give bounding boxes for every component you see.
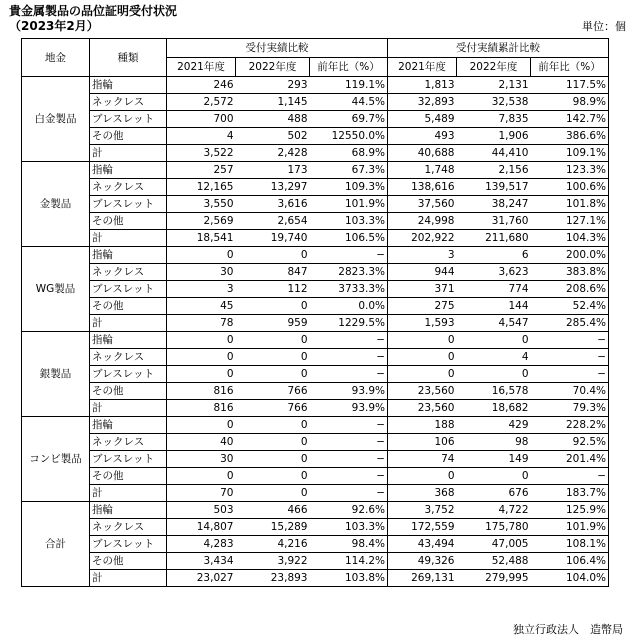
- material-group-label: WG製品: [22, 247, 90, 332]
- type-cell: 指輪: [90, 332, 167, 349]
- value-cell-m2021: 0: [167, 366, 236, 383]
- value-cell-m2022: 23,893: [236, 570, 310, 587]
- type-cell: その他: [90, 553, 167, 570]
- value-cell-cratio: 142.7%: [531, 111, 609, 128]
- type-cell: その他: [90, 468, 167, 485]
- table-row: [22, 77, 609, 94]
- header-type: 種類: [90, 39, 167, 77]
- value-cell-c2022: 211,680: [457, 230, 531, 247]
- table-row: [22, 162, 609, 179]
- type-cell: 指輪: [90, 77, 167, 94]
- value-cell-c2022: 774: [457, 281, 531, 298]
- value-cell-mratio: −: [310, 451, 388, 468]
- value-cell-m2022: 959: [236, 315, 310, 332]
- value-cell-mratio: 67.3%: [310, 162, 388, 179]
- value-cell-c2022: 2,156: [457, 162, 531, 179]
- value-cell-c2021: 1,593: [388, 315, 457, 332]
- table-row: [22, 434, 609, 451]
- header-material: 地金: [22, 39, 90, 77]
- type-cell: その他: [90, 383, 167, 400]
- value-cell-mratio: 3733.3%: [310, 281, 388, 298]
- value-cell-c2021: 49,326: [388, 553, 457, 570]
- value-cell-c2022: 429: [457, 417, 531, 434]
- value-cell-c2022: 4,722: [457, 502, 531, 519]
- value-cell-c2022: 44,410: [457, 145, 531, 162]
- value-cell-m2022: 15,289: [236, 519, 310, 536]
- value-cell-c2022: 149: [457, 451, 531, 468]
- table-row: [22, 128, 609, 145]
- value-cell-c2022: 0: [457, 332, 531, 349]
- value-cell-m2021: 30: [167, 451, 236, 468]
- value-cell-m2021: 2,572: [167, 94, 236, 111]
- value-cell-m2021: 45: [167, 298, 236, 315]
- type-cell: その他: [90, 298, 167, 315]
- value-cell-c2022: 2,131: [457, 77, 531, 94]
- value-cell-mratio: 1229.5%: [310, 315, 388, 332]
- value-cell-m2021: 23,027: [167, 570, 236, 587]
- report-table-body: [22, 39, 609, 587]
- table-row: [22, 519, 609, 536]
- table-row: [22, 315, 609, 332]
- type-cell: 計: [90, 315, 167, 332]
- type-cell: 指輪: [90, 417, 167, 434]
- value-cell-c2021: 368: [388, 485, 457, 502]
- value-cell-c2021: 493: [388, 128, 457, 145]
- value-cell-m2021: 816: [167, 400, 236, 417]
- value-cell-cratio: 125.9%: [531, 502, 609, 519]
- table-row: [22, 570, 609, 587]
- value-cell-m2022: 2,654: [236, 213, 310, 230]
- table-row: [22, 349, 609, 366]
- value-cell-cratio: 117.5%: [531, 77, 609, 94]
- value-cell-m2021: 0: [167, 349, 236, 366]
- value-cell-m2022: 766: [236, 400, 310, 417]
- value-cell-c2021: 1,813: [388, 77, 457, 94]
- table-row: [22, 145, 609, 162]
- header-cumulative-ratio: 前年比（%）: [531, 58, 609, 77]
- value-cell-m2021: 246: [167, 77, 236, 94]
- type-cell: その他: [90, 128, 167, 145]
- value-cell-m2022: 3,616: [236, 196, 310, 213]
- value-cell-c2021: 269,131: [388, 570, 457, 587]
- type-cell: ブレスレット: [90, 451, 167, 468]
- value-cell-cratio: 183.7%: [531, 485, 609, 502]
- table-row: [22, 213, 609, 230]
- value-cell-m2021: 3,434: [167, 553, 236, 570]
- value-cell-m2022: 3,922: [236, 553, 310, 570]
- header-cumulative-2021: 2021年度: [388, 58, 457, 77]
- value-cell-cratio: 108.1%: [531, 536, 609, 553]
- value-cell-m2022: 766: [236, 383, 310, 400]
- value-cell-c2022: 6: [457, 247, 531, 264]
- type-cell: 計: [90, 230, 167, 247]
- value-cell-m2021: 2,569: [167, 213, 236, 230]
- value-cell-cratio: 200.0%: [531, 247, 609, 264]
- type-cell: ネックレス: [90, 519, 167, 536]
- value-cell-mratio: −: [310, 417, 388, 434]
- value-cell-c2022: 279,995: [457, 570, 531, 587]
- value-cell-mratio: 98.4%: [310, 536, 388, 553]
- value-cell-m2021: 3,522: [167, 145, 236, 162]
- value-cell-m2021: 0: [167, 247, 236, 264]
- value-cell-c2022: 676: [457, 485, 531, 502]
- value-cell-c2021: 43,494: [388, 536, 457, 553]
- value-cell-m2021: 0: [167, 332, 236, 349]
- value-cell-c2022: 1,906: [457, 128, 531, 145]
- type-cell: 指輪: [90, 502, 167, 519]
- value-cell-c2022: 18,682: [457, 400, 531, 417]
- value-cell-cratio: 285.4%: [531, 315, 609, 332]
- value-cell-cratio: 70.4%: [531, 383, 609, 400]
- value-cell-c2021: 3: [388, 247, 457, 264]
- type-cell: 計: [90, 485, 167, 502]
- value-cell-c2022: 16,578: [457, 383, 531, 400]
- value-cell-cratio: −: [531, 349, 609, 366]
- value-cell-m2021: 12,165: [167, 179, 236, 196]
- value-cell-m2022: 13,297: [236, 179, 310, 196]
- value-cell-c2021: 5,489: [388, 111, 457, 128]
- type-cell: 指輪: [90, 162, 167, 179]
- value-cell-cratio: 100.6%: [531, 179, 609, 196]
- value-cell-c2022: 139,517: [457, 179, 531, 196]
- type-cell: その他: [90, 213, 167, 230]
- value-cell-m2022: 466: [236, 502, 310, 519]
- value-cell-m2022: 0: [236, 468, 310, 485]
- value-cell-cratio: −: [531, 468, 609, 485]
- table-row: [22, 383, 609, 400]
- value-cell-mratio: 109.3%: [310, 179, 388, 196]
- value-cell-mratio: 44.5%: [310, 94, 388, 111]
- value-cell-c2021: 106: [388, 434, 457, 451]
- value-cell-cratio: 123.3%: [531, 162, 609, 179]
- value-cell-cratio: −: [531, 332, 609, 349]
- value-cell-m2021: 4,283: [167, 536, 236, 553]
- value-cell-m2022: 0: [236, 366, 310, 383]
- value-cell-m2022: 847: [236, 264, 310, 281]
- value-cell-cratio: 386.6%: [531, 128, 609, 145]
- value-cell-c2022: 3,623: [457, 264, 531, 281]
- value-cell-cratio: 101.9%: [531, 519, 609, 536]
- value-cell-mratio: −: [310, 468, 388, 485]
- value-cell-c2021: 944: [388, 264, 457, 281]
- table-row: [22, 485, 609, 502]
- value-cell-mratio: 93.9%: [310, 400, 388, 417]
- value-cell-cratio: 127.1%: [531, 213, 609, 230]
- table-row: [22, 230, 609, 247]
- header-monthly-2022: 2022年度: [236, 58, 310, 77]
- value-cell-c2022: 144: [457, 298, 531, 315]
- value-cell-m2022: 0: [236, 417, 310, 434]
- value-cell-c2022: 0: [457, 468, 531, 485]
- value-cell-cratio: 208.6%: [531, 281, 609, 298]
- value-cell-m2021: 14,807: [167, 519, 236, 536]
- value-cell-cratio: −: [531, 366, 609, 383]
- type-cell: ネックレス: [90, 264, 167, 281]
- value-cell-cratio: 101.8%: [531, 196, 609, 213]
- value-cell-mratio: 119.1%: [310, 77, 388, 94]
- value-cell-mratio: 103.8%: [310, 570, 388, 587]
- value-cell-c2021: 23,560: [388, 383, 457, 400]
- table-row: [22, 468, 609, 485]
- table-row: [22, 451, 609, 468]
- value-cell-c2021: 3,752: [388, 502, 457, 519]
- value-cell-m2021: 3,550: [167, 196, 236, 213]
- table-row: [22, 298, 609, 315]
- value-cell-mratio: 12550.0%: [310, 128, 388, 145]
- header-row-1: [22, 39, 609, 58]
- value-cell-c2021: 172,559: [388, 519, 457, 536]
- value-cell-m2022: 0: [236, 485, 310, 502]
- value-cell-m2021: 40: [167, 434, 236, 451]
- material-group-label: 金製品: [22, 162, 90, 247]
- value-cell-c2022: 32,538: [457, 94, 531, 111]
- value-cell-c2021: 1,748: [388, 162, 457, 179]
- value-cell-mratio: −: [310, 349, 388, 366]
- type-cell: ブレスレット: [90, 111, 167, 128]
- value-cell-cratio: 228.2%: [531, 417, 609, 434]
- value-cell-c2021: 188: [388, 417, 457, 434]
- value-cell-m2021: 0: [167, 468, 236, 485]
- table-row: [22, 536, 609, 553]
- header-monthly-ratio: 前年比（%）: [310, 58, 388, 77]
- table-row: [22, 417, 609, 434]
- table-row: [22, 366, 609, 383]
- value-cell-m2022: 0: [236, 434, 310, 451]
- value-cell-mratio: 101.9%: [310, 196, 388, 213]
- value-cell-cratio: 201.4%: [531, 451, 609, 468]
- value-cell-c2021: 32,893: [388, 94, 457, 111]
- type-cell: ブレスレット: [90, 536, 167, 553]
- value-cell-c2021: 0: [388, 349, 457, 366]
- value-cell-m2021: 18,541: [167, 230, 236, 247]
- value-cell-mratio: 114.2%: [310, 553, 388, 570]
- value-cell-c2021: 138,616: [388, 179, 457, 196]
- value-cell-m2022: 1,145: [236, 94, 310, 111]
- value-cell-m2021: 78: [167, 315, 236, 332]
- value-cell-mratio: 69.7%: [310, 111, 388, 128]
- value-cell-m2022: 0: [236, 349, 310, 366]
- value-cell-mratio: −: [310, 366, 388, 383]
- publisher-footer: 独立行政法人 造幣局: [513, 623, 623, 636]
- value-cell-cratio: 92.5%: [531, 434, 609, 451]
- value-cell-mratio: −: [310, 485, 388, 502]
- type-cell: 計: [90, 570, 167, 587]
- value-cell-m2022: 2,428: [236, 145, 310, 162]
- value-cell-m2021: 0: [167, 417, 236, 434]
- value-cell-m2021: 70: [167, 485, 236, 502]
- value-cell-m2022: 4,216: [236, 536, 310, 553]
- type-cell: ネックレス: [90, 349, 167, 366]
- table-row: [22, 247, 609, 264]
- table-row: [22, 94, 609, 111]
- header-monthly-2021: 2021年度: [167, 58, 236, 77]
- value-cell-m2022: 173: [236, 162, 310, 179]
- value-cell-mratio: 92.6%: [310, 502, 388, 519]
- table-row: [22, 553, 609, 570]
- table-row: [22, 264, 609, 281]
- value-cell-cratio: 383.8%: [531, 264, 609, 281]
- material-group-label: 合計: [22, 502, 90, 587]
- table-row: [22, 502, 609, 519]
- table-row: [22, 196, 609, 213]
- type-cell: ブレスレット: [90, 366, 167, 383]
- value-cell-c2022: 175,780: [457, 519, 531, 536]
- value-cell-mratio: −: [310, 247, 388, 264]
- value-cell-m2022: 112: [236, 281, 310, 298]
- table-row: [22, 281, 609, 298]
- value-cell-c2022: 31,760: [457, 213, 531, 230]
- type-cell: 計: [90, 145, 167, 162]
- value-cell-mratio: 0.0%: [310, 298, 388, 315]
- type-cell: ネックレス: [90, 94, 167, 111]
- value-cell-mratio: 103.3%: [310, 213, 388, 230]
- value-cell-c2022: 4: [457, 349, 531, 366]
- value-cell-c2022: 47,005: [457, 536, 531, 553]
- type-cell: ネックレス: [90, 434, 167, 451]
- table-row: [22, 400, 609, 417]
- header-cumulative-2022: 2022年度: [457, 58, 531, 77]
- value-cell-c2021: 0: [388, 366, 457, 383]
- value-cell-cratio: 52.4%: [531, 298, 609, 315]
- value-cell-m2021: 3: [167, 281, 236, 298]
- value-cell-cratio: 106.4%: [531, 553, 609, 570]
- value-cell-c2022: 98: [457, 434, 531, 451]
- value-cell-m2022: 0: [236, 451, 310, 468]
- value-cell-m2022: 488: [236, 111, 310, 128]
- type-cell: ブレスレット: [90, 196, 167, 213]
- type-cell: ブレスレット: [90, 281, 167, 298]
- value-cell-c2022: 38,247: [457, 196, 531, 213]
- value-cell-mratio: 106.5%: [310, 230, 388, 247]
- value-cell-cratio: 104.0%: [531, 570, 609, 587]
- value-cell-mratio: 103.3%: [310, 519, 388, 536]
- material-group-label: 白金製品: [22, 77, 90, 162]
- table-row: [22, 111, 609, 128]
- value-cell-m2022: 0: [236, 298, 310, 315]
- table-row: [22, 332, 609, 349]
- value-cell-cratio: 79.3%: [531, 400, 609, 417]
- value-cell-m2021: 257: [167, 162, 236, 179]
- value-cell-mratio: 2823.3%: [310, 264, 388, 281]
- type-cell: 指輪: [90, 247, 167, 264]
- value-cell-c2021: 40,688: [388, 145, 457, 162]
- value-cell-c2021: 24,998: [388, 213, 457, 230]
- value-cell-c2022: 52,488: [457, 553, 531, 570]
- material-group-label: 銀製品: [22, 332, 90, 417]
- value-cell-m2022: 19,740: [236, 230, 310, 247]
- value-cell-mratio: −: [310, 332, 388, 349]
- value-cell-m2021: 4: [167, 128, 236, 145]
- value-cell-c2022: 7,835: [457, 111, 531, 128]
- value-cell-c2022: 4,547: [457, 315, 531, 332]
- header-cumulative-comparison: 受付実績累計比較: [388, 39, 609, 58]
- value-cell-m2021: 816: [167, 383, 236, 400]
- report-table: [21, 38, 609, 587]
- value-cell-m2022: 293: [236, 77, 310, 94]
- value-cell-c2021: 202,922: [388, 230, 457, 247]
- header-monthly-comparison: 受付実績比較: [167, 39, 388, 58]
- value-cell-m2021: 700: [167, 111, 236, 128]
- value-cell-cratio: 104.3%: [531, 230, 609, 247]
- value-cell-c2022: 0: [457, 366, 531, 383]
- value-cell-m2021: 30: [167, 264, 236, 281]
- value-cell-c2021: 37,560: [388, 196, 457, 213]
- value-cell-c2021: 275: [388, 298, 457, 315]
- value-cell-cratio: 109.1%: [531, 145, 609, 162]
- document-subtitle: （2023年2月）: [9, 19, 99, 33]
- document-title: 貴金属製品の品位証明受付状況: [9, 4, 178, 18]
- value-cell-c2021: 23,560: [388, 400, 457, 417]
- material-group-label: コンビ製品: [22, 417, 90, 502]
- value-cell-mratio: −: [310, 434, 388, 451]
- value-cell-c2021: 0: [388, 332, 457, 349]
- value-cell-mratio: 93.9%: [310, 383, 388, 400]
- value-cell-m2022: 0: [236, 332, 310, 349]
- value-cell-mratio: 68.9%: [310, 145, 388, 162]
- value-cell-m2022: 0: [236, 247, 310, 264]
- table-row: [22, 179, 609, 196]
- value-cell-c2021: 74: [388, 451, 457, 468]
- value-cell-c2021: 0: [388, 468, 457, 485]
- value-cell-m2022: 502: [236, 128, 310, 145]
- type-cell: 計: [90, 400, 167, 417]
- value-cell-m2021: 503: [167, 502, 236, 519]
- value-cell-cratio: 98.9%: [531, 94, 609, 111]
- type-cell: ネックレス: [90, 179, 167, 196]
- value-cell-c2021: 371: [388, 281, 457, 298]
- unit-label: 単位：個: [582, 20, 626, 33]
